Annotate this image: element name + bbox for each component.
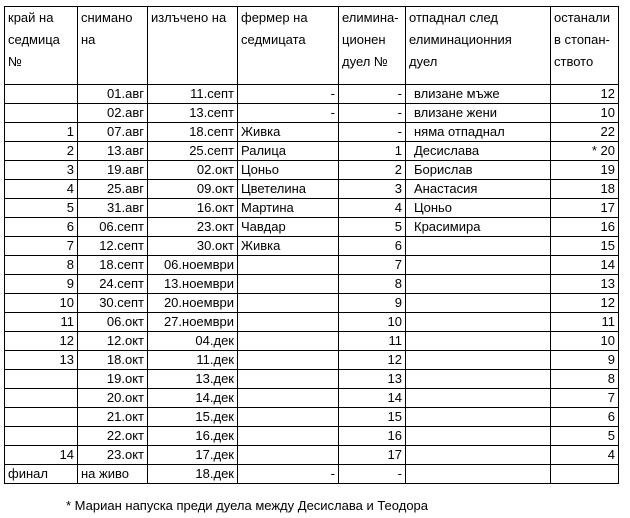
cell-duel: 2 bbox=[339, 161, 406, 180]
cell-duel: 1 bbox=[339, 142, 406, 161]
cell-eliminated: Красимира bbox=[406, 218, 551, 237]
cell-filmed: 24.септ bbox=[78, 275, 148, 294]
table-body bbox=[5, 85, 619, 484]
cell-eliminated bbox=[406, 256, 551, 275]
table-row bbox=[5, 370, 619, 389]
cell-eliminated: Десислава bbox=[406, 142, 551, 161]
cell-aired: 20.ноември bbox=[148, 294, 238, 313]
table-row bbox=[5, 446, 619, 465]
cell-duel: 15 bbox=[339, 408, 406, 427]
cell-farmer: Чавдар bbox=[238, 218, 339, 237]
cell-farmer bbox=[238, 294, 339, 313]
cell-duel: 12 bbox=[339, 351, 406, 370]
cell-filmed: 22.окт bbox=[78, 427, 148, 446]
cell-remaining bbox=[551, 465, 619, 484]
cell-filmed: 01.авг bbox=[78, 85, 148, 104]
cell-eliminated: няма отпаднал bbox=[406, 123, 551, 142]
table-row bbox=[5, 256, 619, 275]
cell-aired: 13.септ bbox=[148, 104, 238, 123]
cell-remaining: 12 bbox=[551, 294, 619, 313]
cell-week: 13 bbox=[5, 351, 78, 370]
cell-eliminated bbox=[406, 313, 551, 332]
cell-week: 8 bbox=[5, 256, 78, 275]
cell-aired: 09.окт bbox=[148, 180, 238, 199]
header-row bbox=[5, 7, 619, 85]
cell-week: 12 bbox=[5, 332, 78, 351]
cell-week bbox=[5, 408, 78, 427]
cell-duel: 5 bbox=[339, 218, 406, 237]
cell-week bbox=[5, 389, 78, 408]
cell-eliminated: влизане жени bbox=[406, 104, 551, 123]
cell-farmer: Мартина bbox=[238, 199, 339, 218]
cell-eliminated: Борислав bbox=[406, 161, 551, 180]
cell-filmed: 21.окт bbox=[78, 408, 148, 427]
cell-eliminated bbox=[406, 275, 551, 294]
cell-filmed: 23.окт bbox=[78, 446, 148, 465]
cell-remaining: 10 bbox=[551, 332, 619, 351]
cell-week: 10 bbox=[5, 294, 78, 313]
cell-remaining: 18 bbox=[551, 180, 619, 199]
table-row bbox=[5, 199, 619, 218]
cell-week: 2 bbox=[5, 142, 78, 161]
cell-aired: 06.ноември bbox=[148, 256, 238, 275]
cell-duel: 16 bbox=[339, 427, 406, 446]
cell-week bbox=[5, 427, 78, 446]
cell-remaining: 17 bbox=[551, 199, 619, 218]
cell-eliminated bbox=[406, 408, 551, 427]
cell-filmed: 25.авг bbox=[78, 180, 148, 199]
cell-eliminated bbox=[406, 332, 551, 351]
cell-aired: 14.дек bbox=[148, 389, 238, 408]
cell-farmer bbox=[238, 256, 339, 275]
cell-farmer bbox=[238, 332, 339, 351]
schedule-table bbox=[4, 6, 619, 484]
cell-filmed: 18.септ bbox=[78, 256, 148, 275]
header-aired: излъчено на bbox=[148, 7, 238, 85]
table-row bbox=[5, 389, 619, 408]
cell-farmer: Живка bbox=[238, 237, 339, 256]
cell-eliminated bbox=[406, 389, 551, 408]
cell-remaining: 15 bbox=[551, 237, 619, 256]
cell-aired: 11.дек bbox=[148, 351, 238, 370]
cell-remaining: 9 bbox=[551, 351, 619, 370]
cell-remaining: 19 bbox=[551, 161, 619, 180]
cell-duel: 4 bbox=[339, 199, 406, 218]
cell-remaining: 5 bbox=[551, 427, 619, 446]
table-row bbox=[5, 465, 619, 484]
cell-aired: 30.окт bbox=[148, 237, 238, 256]
cell-week: 3 bbox=[5, 161, 78, 180]
cell-duel: - bbox=[339, 85, 406, 104]
table-row bbox=[5, 313, 619, 332]
table-row bbox=[5, 294, 619, 313]
cell-week: 5 bbox=[5, 199, 78, 218]
table-row bbox=[5, 85, 619, 104]
cell-aired: 17.дек bbox=[148, 446, 238, 465]
cell-filmed: 13.авг bbox=[78, 142, 148, 161]
cell-aired: 18.септ bbox=[148, 123, 238, 142]
cell-duel: 13 bbox=[339, 370, 406, 389]
cell-filmed: 19.авг bbox=[78, 161, 148, 180]
cell-aired: 04.дек bbox=[148, 332, 238, 351]
cell-farmer bbox=[238, 408, 339, 427]
cell-eliminated bbox=[406, 465, 551, 484]
cell-duel: 17 bbox=[339, 446, 406, 465]
cell-aired: 15.дек bbox=[148, 408, 238, 427]
cell-duel: - bbox=[339, 123, 406, 142]
header-farmer: фермер на седмицата bbox=[238, 7, 339, 85]
cell-aired: 25.септ bbox=[148, 142, 238, 161]
cell-remaining: 10 bbox=[551, 104, 619, 123]
cell-aired: 02.окт bbox=[148, 161, 238, 180]
cell-week: 14 bbox=[5, 446, 78, 465]
cell-remaining: 4 bbox=[551, 446, 619, 465]
table-row bbox=[5, 237, 619, 256]
cell-filmed: 30.септ bbox=[78, 294, 148, 313]
cell-duel: 9 bbox=[339, 294, 406, 313]
cell-farmer bbox=[238, 446, 339, 465]
table-row bbox=[5, 218, 619, 237]
cell-filmed: 06.септ bbox=[78, 218, 148, 237]
cell-duel: 14 bbox=[339, 389, 406, 408]
table-row bbox=[5, 332, 619, 351]
cell-filmed: 18.окт bbox=[78, 351, 148, 370]
cell-eliminated bbox=[406, 427, 551, 446]
cell-duel: - bbox=[339, 465, 406, 484]
table-row bbox=[5, 161, 619, 180]
cell-filmed: 02.авг bbox=[78, 104, 148, 123]
cell-eliminated bbox=[406, 351, 551, 370]
table-row bbox=[5, 427, 619, 446]
cell-week bbox=[5, 85, 78, 104]
header-week-end: край на седмица № bbox=[5, 7, 78, 85]
cell-farmer bbox=[238, 370, 339, 389]
cell-farmer: Цоньо bbox=[238, 161, 339, 180]
cell-remaining: 12 bbox=[551, 85, 619, 104]
cell-farmer: - bbox=[238, 465, 339, 484]
cell-remaining: 7 bbox=[551, 389, 619, 408]
table-row bbox=[5, 142, 619, 161]
header-remaining: останали в стопан- ството bbox=[551, 7, 619, 85]
cell-remaining: 14 bbox=[551, 256, 619, 275]
cell-week bbox=[5, 104, 78, 123]
header-eliminated: отпаднал след елиминационния дуел bbox=[406, 7, 551, 85]
cell-filmed: 12.септ bbox=[78, 237, 148, 256]
cell-eliminated: Цоньо bbox=[406, 199, 551, 218]
cell-aired: 13.дек bbox=[148, 370, 238, 389]
cell-farmer: Живка bbox=[238, 123, 339, 142]
cell-week: финал bbox=[5, 465, 78, 484]
cell-aired: 23.окт bbox=[148, 218, 238, 237]
header-filmed: снимано на bbox=[78, 7, 148, 85]
cell-filmed: на живо bbox=[78, 465, 148, 484]
cell-week: 9 bbox=[5, 275, 78, 294]
cell-remaining: 11 bbox=[551, 313, 619, 332]
cell-aired: 13.ноември bbox=[148, 275, 238, 294]
cell-farmer bbox=[238, 351, 339, 370]
cell-remaining: 8 bbox=[551, 370, 619, 389]
cell-farmer bbox=[238, 313, 339, 332]
cell-filmed: 07.авг bbox=[78, 123, 148, 142]
table-row bbox=[5, 104, 619, 123]
cell-farmer: Ралица bbox=[238, 142, 339, 161]
table-row bbox=[5, 180, 619, 199]
cell-eliminated bbox=[406, 237, 551, 256]
cell-aired: 16.дек bbox=[148, 427, 238, 446]
cell-eliminated bbox=[406, 446, 551, 465]
header-duel: елимина- ционен дуел № bbox=[339, 7, 406, 85]
cell-week bbox=[5, 370, 78, 389]
cell-duel: 10 bbox=[339, 313, 406, 332]
cell-duel: - bbox=[339, 104, 406, 123]
cell-eliminated: Анастасия bbox=[406, 180, 551, 199]
cell-duel: 8 bbox=[339, 275, 406, 294]
cell-farmer bbox=[238, 389, 339, 408]
cell-filmed: 19.окт bbox=[78, 370, 148, 389]
footnote: * Мариан напуска преди дуела между Десислава и Теодора bbox=[66, 498, 429, 513]
cell-farmer bbox=[238, 275, 339, 294]
cell-filmed: 20.окт bbox=[78, 389, 148, 408]
cell-eliminated: влизане мъже bbox=[406, 85, 551, 104]
cell-week: 11 bbox=[5, 313, 78, 332]
table-row bbox=[5, 408, 619, 427]
cell-week: 4 bbox=[5, 180, 78, 199]
cell-remaining: 16 bbox=[551, 218, 619, 237]
cell-duel: 3 bbox=[339, 180, 406, 199]
cell-week: 7 bbox=[5, 237, 78, 256]
table-row bbox=[5, 123, 619, 142]
cell-week: 6 bbox=[5, 218, 78, 237]
cell-eliminated bbox=[406, 370, 551, 389]
cell-farmer: Цветелина bbox=[238, 180, 339, 199]
cell-aired: 16.окт bbox=[148, 199, 238, 218]
cell-filmed: 31.авг bbox=[78, 199, 148, 218]
cell-remaining: 22 bbox=[551, 123, 619, 142]
cell-remaining: 13 bbox=[551, 275, 619, 294]
cell-duel: 7 bbox=[339, 256, 406, 275]
table-row bbox=[5, 275, 619, 294]
cell-remaining: * 20 bbox=[551, 142, 619, 161]
cell-remaining: 6 bbox=[551, 408, 619, 427]
cell-farmer bbox=[238, 427, 339, 446]
cell-farmer: - bbox=[238, 85, 339, 104]
cell-aired: 11.септ bbox=[148, 85, 238, 104]
cell-eliminated bbox=[406, 294, 551, 313]
cell-farmer: - bbox=[238, 104, 339, 123]
table-row bbox=[5, 351, 619, 370]
cell-filmed: 12.окт bbox=[78, 332, 148, 351]
cell-aired: 27.ноември bbox=[148, 313, 238, 332]
cell-filmed: 06.окт bbox=[78, 313, 148, 332]
cell-duel: 6 bbox=[339, 237, 406, 256]
cell-duel: 11 bbox=[339, 332, 406, 351]
cell-week: 1 bbox=[5, 123, 78, 142]
cell-aired: 18.дек bbox=[148, 465, 238, 484]
